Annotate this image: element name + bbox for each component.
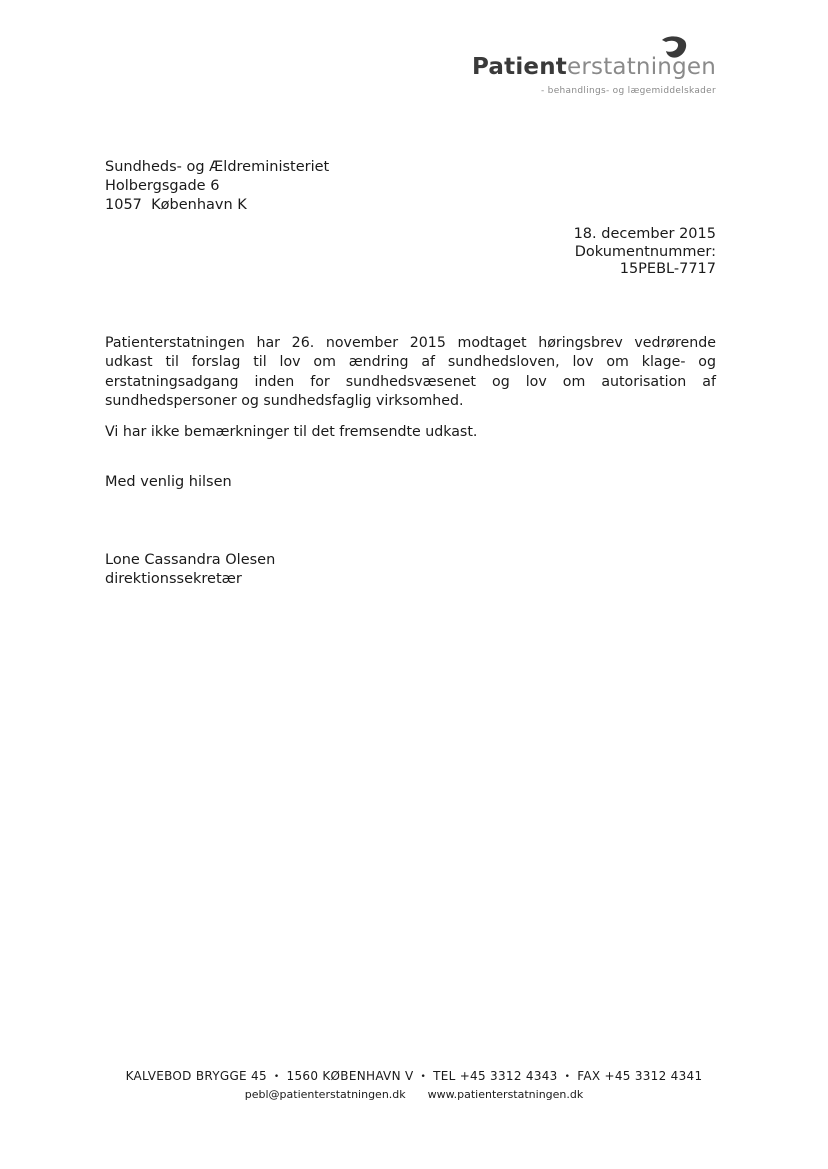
signer-title: direktionssekretær: [105, 571, 242, 587]
footer-web: www.patienterstatningen.dk: [427, 1088, 584, 1101]
letter-body: [105, 334, 716, 454]
body-paragraph: Patienterstatningen har 26. november 2015 modtaget høringsbrev vedrørende udkast til forslag til lov om ændring af sundhedsloven, lov om klage- og erstatningsadgang inden for sundhedsvæsenet og lov om autorisation af sundhedspersoner og sundhedsfaglig virksomhed.: [105, 335, 716, 409]
document-number: 15PEBL-7717: [619, 261, 716, 277]
footer-contact-line: [0, 1069, 828, 1083]
footer-email: pebl@patienterstatningen.dk: [244, 1088, 406, 1101]
footer-fax: FAX +45 3312 4341: [577, 1069, 703, 1083]
letterhead-footer: [0, 1069, 828, 1101]
letter-meta: [574, 226, 716, 279]
signer-name: Lone Cassandra Olesen: [105, 552, 276, 568]
footer-address: KALVEBOD BRYGGE 45: [125, 1069, 267, 1083]
logo-name-strong: Patient: [471, 54, 567, 80]
signer: [105, 551, 275, 589]
recipient-address: [105, 158, 329, 215]
logo: [456, 34, 716, 94]
footer-separator: •: [420, 1071, 427, 1082]
closing-salutation: Med venlig hilsen: [105, 474, 232, 490]
recipient-line: Sundheds- og Ældreministeriet: [105, 159, 330, 175]
recipient-line: Holbergsgade 6: [105, 178, 220, 194]
body-paragraph: Vi har ikke bemærkninger til det fremsendte udkast.: [105, 424, 478, 441]
footer-web-line: [0, 1088, 828, 1101]
logo-name-light: erstatningen: [567, 54, 716, 80]
recipient-line: 1057 København K: [105, 197, 247, 213]
letter-date: 18. december 2015: [573, 226, 716, 242]
logo-tagline: - behandlings- og lægemiddelskader: [540, 86, 716, 96]
footer-separator: •: [273, 1071, 280, 1082]
footer-separator: •: [564, 1071, 571, 1082]
document-number-label: Dokumentnummer:: [574, 243, 716, 260]
footer-tel: TEL +45 3312 4343: [433, 1069, 558, 1083]
logo-wordmark: [472, 54, 716, 80]
footer-city: 1560 KØBENHAVN V: [286, 1069, 414, 1083]
